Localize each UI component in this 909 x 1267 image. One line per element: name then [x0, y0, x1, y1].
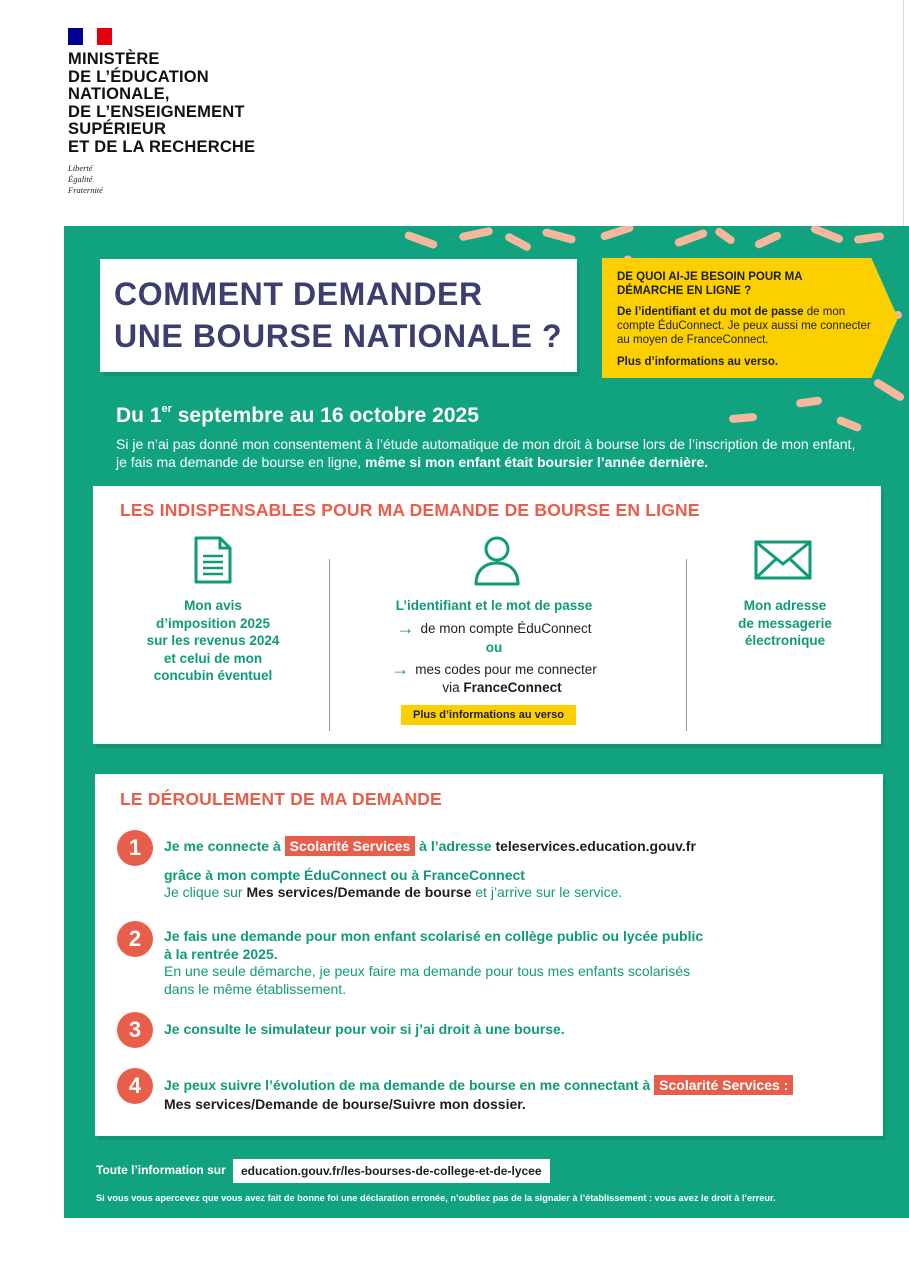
- decorative-dash: [729, 413, 758, 423]
- arrow-right-icon: →: [391, 659, 410, 679]
- step-number-2: 2: [117, 921, 153, 957]
- decorative-dash: [835, 415, 862, 432]
- decorative-dash: [459, 227, 494, 242]
- requirements-body: De l’identifiant et du mot de passe de mon compte ÉduConnect. Je peux aussi me connecter au moyen de FranceConnect.: [617, 306, 871, 346]
- decorative-dash: [674, 228, 709, 247]
- all-info-label: Toute l’information sur: [96, 1163, 226, 1177]
- intro-text: Si je n’ai pas donné mon consentement à l’étude automatique de mon droit à bourse lors de l’inscription de mon enfant, je fais ma demande de bourse en ligne, même si mon enfant était boursier l’année dernière.: [116, 436, 856, 470]
- bourses-url-link[interactable]: education.gouv.fr/les-bourses-de-college-et-de-lycee: [233, 1159, 550, 1183]
- decorative-dash: [810, 226, 845, 244]
- application-dates: Du 1er septembre au 16 octobre 2025: [116, 403, 479, 427]
- document-icon: [193, 536, 233, 584]
- decorative-dash: [404, 230, 439, 249]
- step-1: Je me connecte à Scolarité Services à l’adresse teleservices.education.gouv.fr grâce à mon compte ÉduConnect ou à FranceConnect Je clique sur Mes services/Demande de bourse et j’arrive sur le service.: [164, 838, 696, 900]
- more-info-badge: Plus d’informations au verso: [401, 705, 576, 725]
- decorative-dash: [504, 232, 532, 252]
- marianne-logo: [68, 28, 112, 45]
- decorative-dash: [854, 232, 885, 244]
- decorative-dash: [754, 230, 783, 249]
- tax-notice-requirement: Mon avis d’imposition 2025 sur les revenus 2024 et celui de mon concubin éventuel: [146, 598, 280, 683]
- column-divider: [686, 559, 687, 731]
- page-edge: [903, 0, 909, 230]
- decorative-dash: [542, 228, 577, 245]
- decorative-dash: [600, 226, 635, 241]
- decorative-dash: [714, 226, 737, 245]
- ministry-name: MINISTÈRE DE L’ÉDUCATION NATIONALE, DE L’ENSEIGNEMENT SUPÉRIEUR ET DE LA RECHERCHE: [68, 50, 256, 156]
- process-heading: LE DÉROULEMENT DE MA DEMANDE: [120, 789, 442, 809]
- step-4: Je peux suivre l’évolution de ma demande de bourse en me connectant à Scolarité Services : Mes services/Demande de bourse/Suivre mon dossier.: [164, 1077, 864, 1113]
- educonnect-option: → de mon compte ÉduConnect: [396, 618, 592, 638]
- franceconnect-option: → mes codes pour me connecter: [391, 659, 597, 679]
- column-divider: [329, 559, 330, 731]
- franceconnect-line: via FranceConnect: [442, 680, 562, 695]
- right-to-error-note: Si vous vous apercevez que vous avez fait de bonne foi une déclaration erronée, n’oubliez pas de la signaler à l’établissement : vous avez le droit à l’erreur.: [96, 1193, 776, 1203]
- email-requirement: Mon adresse de messagerie électronique: [738, 598, 832, 648]
- user-icon: [473, 534, 521, 586]
- requirements-title: DE QUOI AI-JE BESOIN POUR MA DÉMARCHE EN LIGNE ?: [617, 271, 803, 297]
- requirements-more-link: Plus d’informations au verso.: [617, 356, 779, 368]
- page-title: COMMENT DEMANDER UNE BOURSE NATIONALE ?: [114, 276, 563, 354]
- arrow-right-icon: →: [396, 618, 415, 638]
- decorative-dash: [796, 396, 823, 408]
- step-3: Je consulte le simulateur pour voir si j’ai droit à une bourse.: [164, 1021, 565, 1037]
- essentials-heading: LES INDISPENSABLES POUR MA DEMANDE DE BOURSE EN LIGNE: [120, 500, 700, 520]
- decorative-dash: [872, 378, 905, 403]
- scolarite-services-tag: Scolarité Services :: [654, 1075, 793, 1095]
- step-number-1: 1: [117, 830, 153, 866]
- republic-motto: Liberté Égalité Fraternité: [68, 163, 103, 195]
- credentials-title: L’identifiant et le mot de passe: [395, 598, 593, 613]
- teleservices-url: teleservices.education.gouv.fr: [495, 838, 696, 854]
- envelope-icon: [754, 540, 812, 580]
- step-number-3: 3: [117, 1012, 153, 1048]
- scolarite-services-tag: Scolarité Services: [285, 836, 416, 856]
- step-2: Je fais une demande pour mon enfant scolarisé en collège public ou lycée public à la rentrée 2025. En une seule démarche, je peux faire ma demande pour tous mes enfants scolarisés dans le même établissement.: [164, 928, 704, 997]
- step-number-4: 4: [117, 1068, 153, 1104]
- or-label: ou: [485, 640, 503, 655]
